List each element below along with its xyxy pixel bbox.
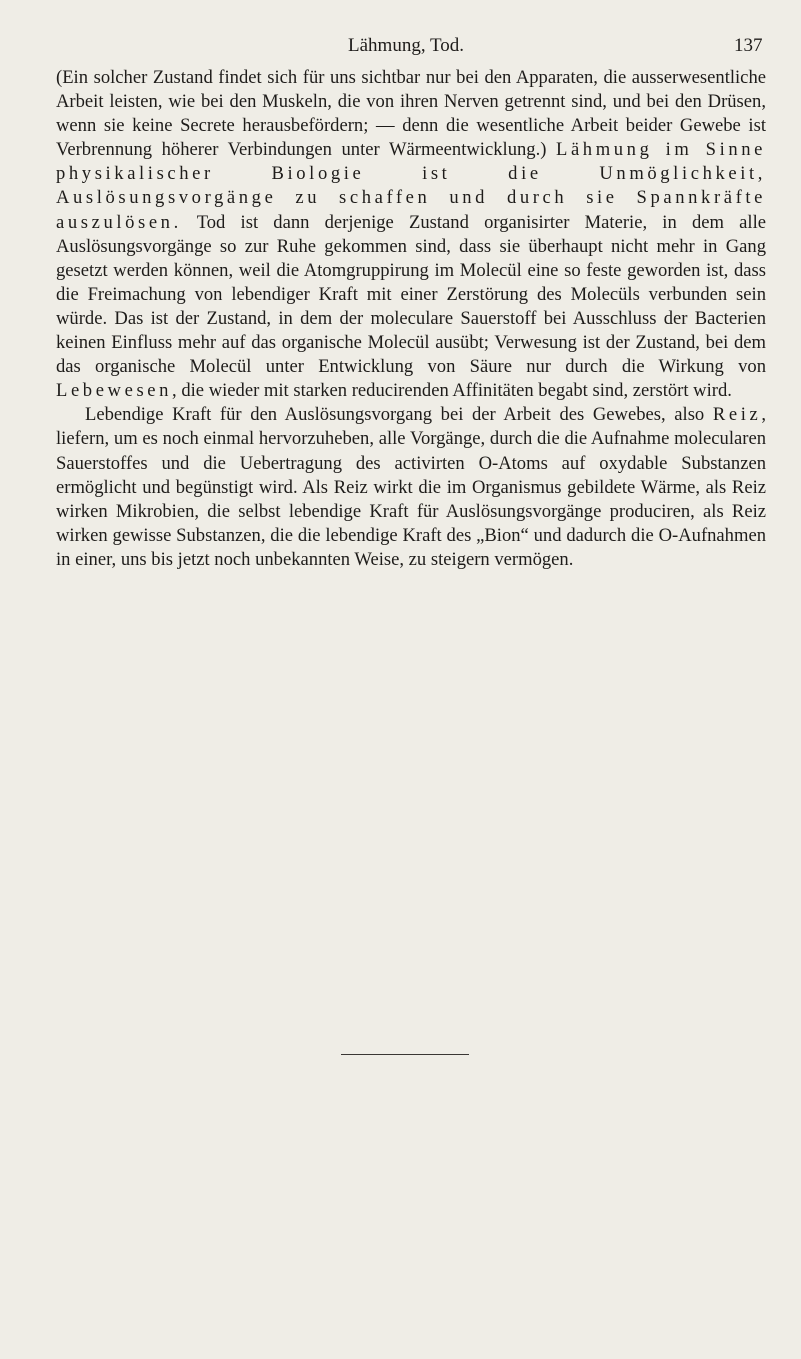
- text-run: Tod ist dann derjenige Zustand organisirter Materie, in dem alle Auslösungsvorgänge so zur Ruhe gekommen sind, dass sie überhaupt nicht mehr in Gang gesetzt werden können, weil die Atomgruppirung im Molecül eine so feste geworden ist, dass die Freimachung von lebendiger Kraft mit einer Zerstörung des Molecüls verbunden sein würde. Das ist der Zustand, in dem der moleculare Sauerstoff bei Ausschluss der Bacterien keinen Einfluss mehr auf das organische Molecül ausübt; Verwesung ist der Zustand, bei dem das organische Molecül unter Entwicklung von Säure nur durch die Wirkung von: [56, 211, 766, 378]
- text-run: , liefern, um es noch einmal hervorzuheben, alle Vorgänge, durch die die Aufnahme molecularen Sauerstoffes und die Uebertragung des activirten O-Atoms auf oxydable Substanzen ermöglicht und begünstigt wird. Als Reiz wirkt die im Organismus gebildete Wärme, als Reiz wirken Mikrobien, die selbst lebendige Kraft für Auslösungsvorgänge produciren, als Reiz wirken gewisse Substanzen, die die lebendige Kraft des „Bion“ und dadurch die O-Aufnahmen in einer, uns bis jetzt noch unbekannten Weise, zu steigern vermögen.: [56, 404, 766, 570]
- page-number: 137: [734, 35, 763, 56]
- spaced-emphasis: Lähmung im Sinne physikalischer Biologie ist die Unmöglichkeit, Auslösungsvorgänge zu schaffen und durch sie Spannkräfte auszulösen.: [56, 139, 766, 233]
- paragraph-1: [56, 66, 766, 403]
- body-text: [56, 66, 766, 572]
- text-run: (Ein solcher Zustand findet sich für uns sichtbar nur bei den Apparaten, die ausserwesentliche Arbeit leisten, wie bei den Muskeln, die von ihren Nerven getrennt sind, und bei den Drüsen, wenn sie keine Secrete herausbefördern; — denn die wesentliche Arbeit beider Gewebe ist Verbrennung höherer Verbindungen unter Wärmeentwicklung.): [56, 67, 766, 161]
- running-head: Lähmung, Tod.: [348, 35, 465, 56]
- text-run: , die wieder mit starken reducirenden Affinitäten begabt sind, zerstört wird.: [172, 380, 732, 402]
- paragraph-2: [56, 403, 766, 572]
- footnote-rule: [341, 1054, 469, 1055]
- text-run: Lebendige Kraft für den Auslösungsvorgang bei der Arbeit des Gewebes, also: [85, 404, 713, 426]
- spaced-emphasis: Lebewesen: [56, 380, 173, 402]
- page-header: [0, 31, 801, 57]
- spaced-emphasis: Reiz: [712, 404, 762, 426]
